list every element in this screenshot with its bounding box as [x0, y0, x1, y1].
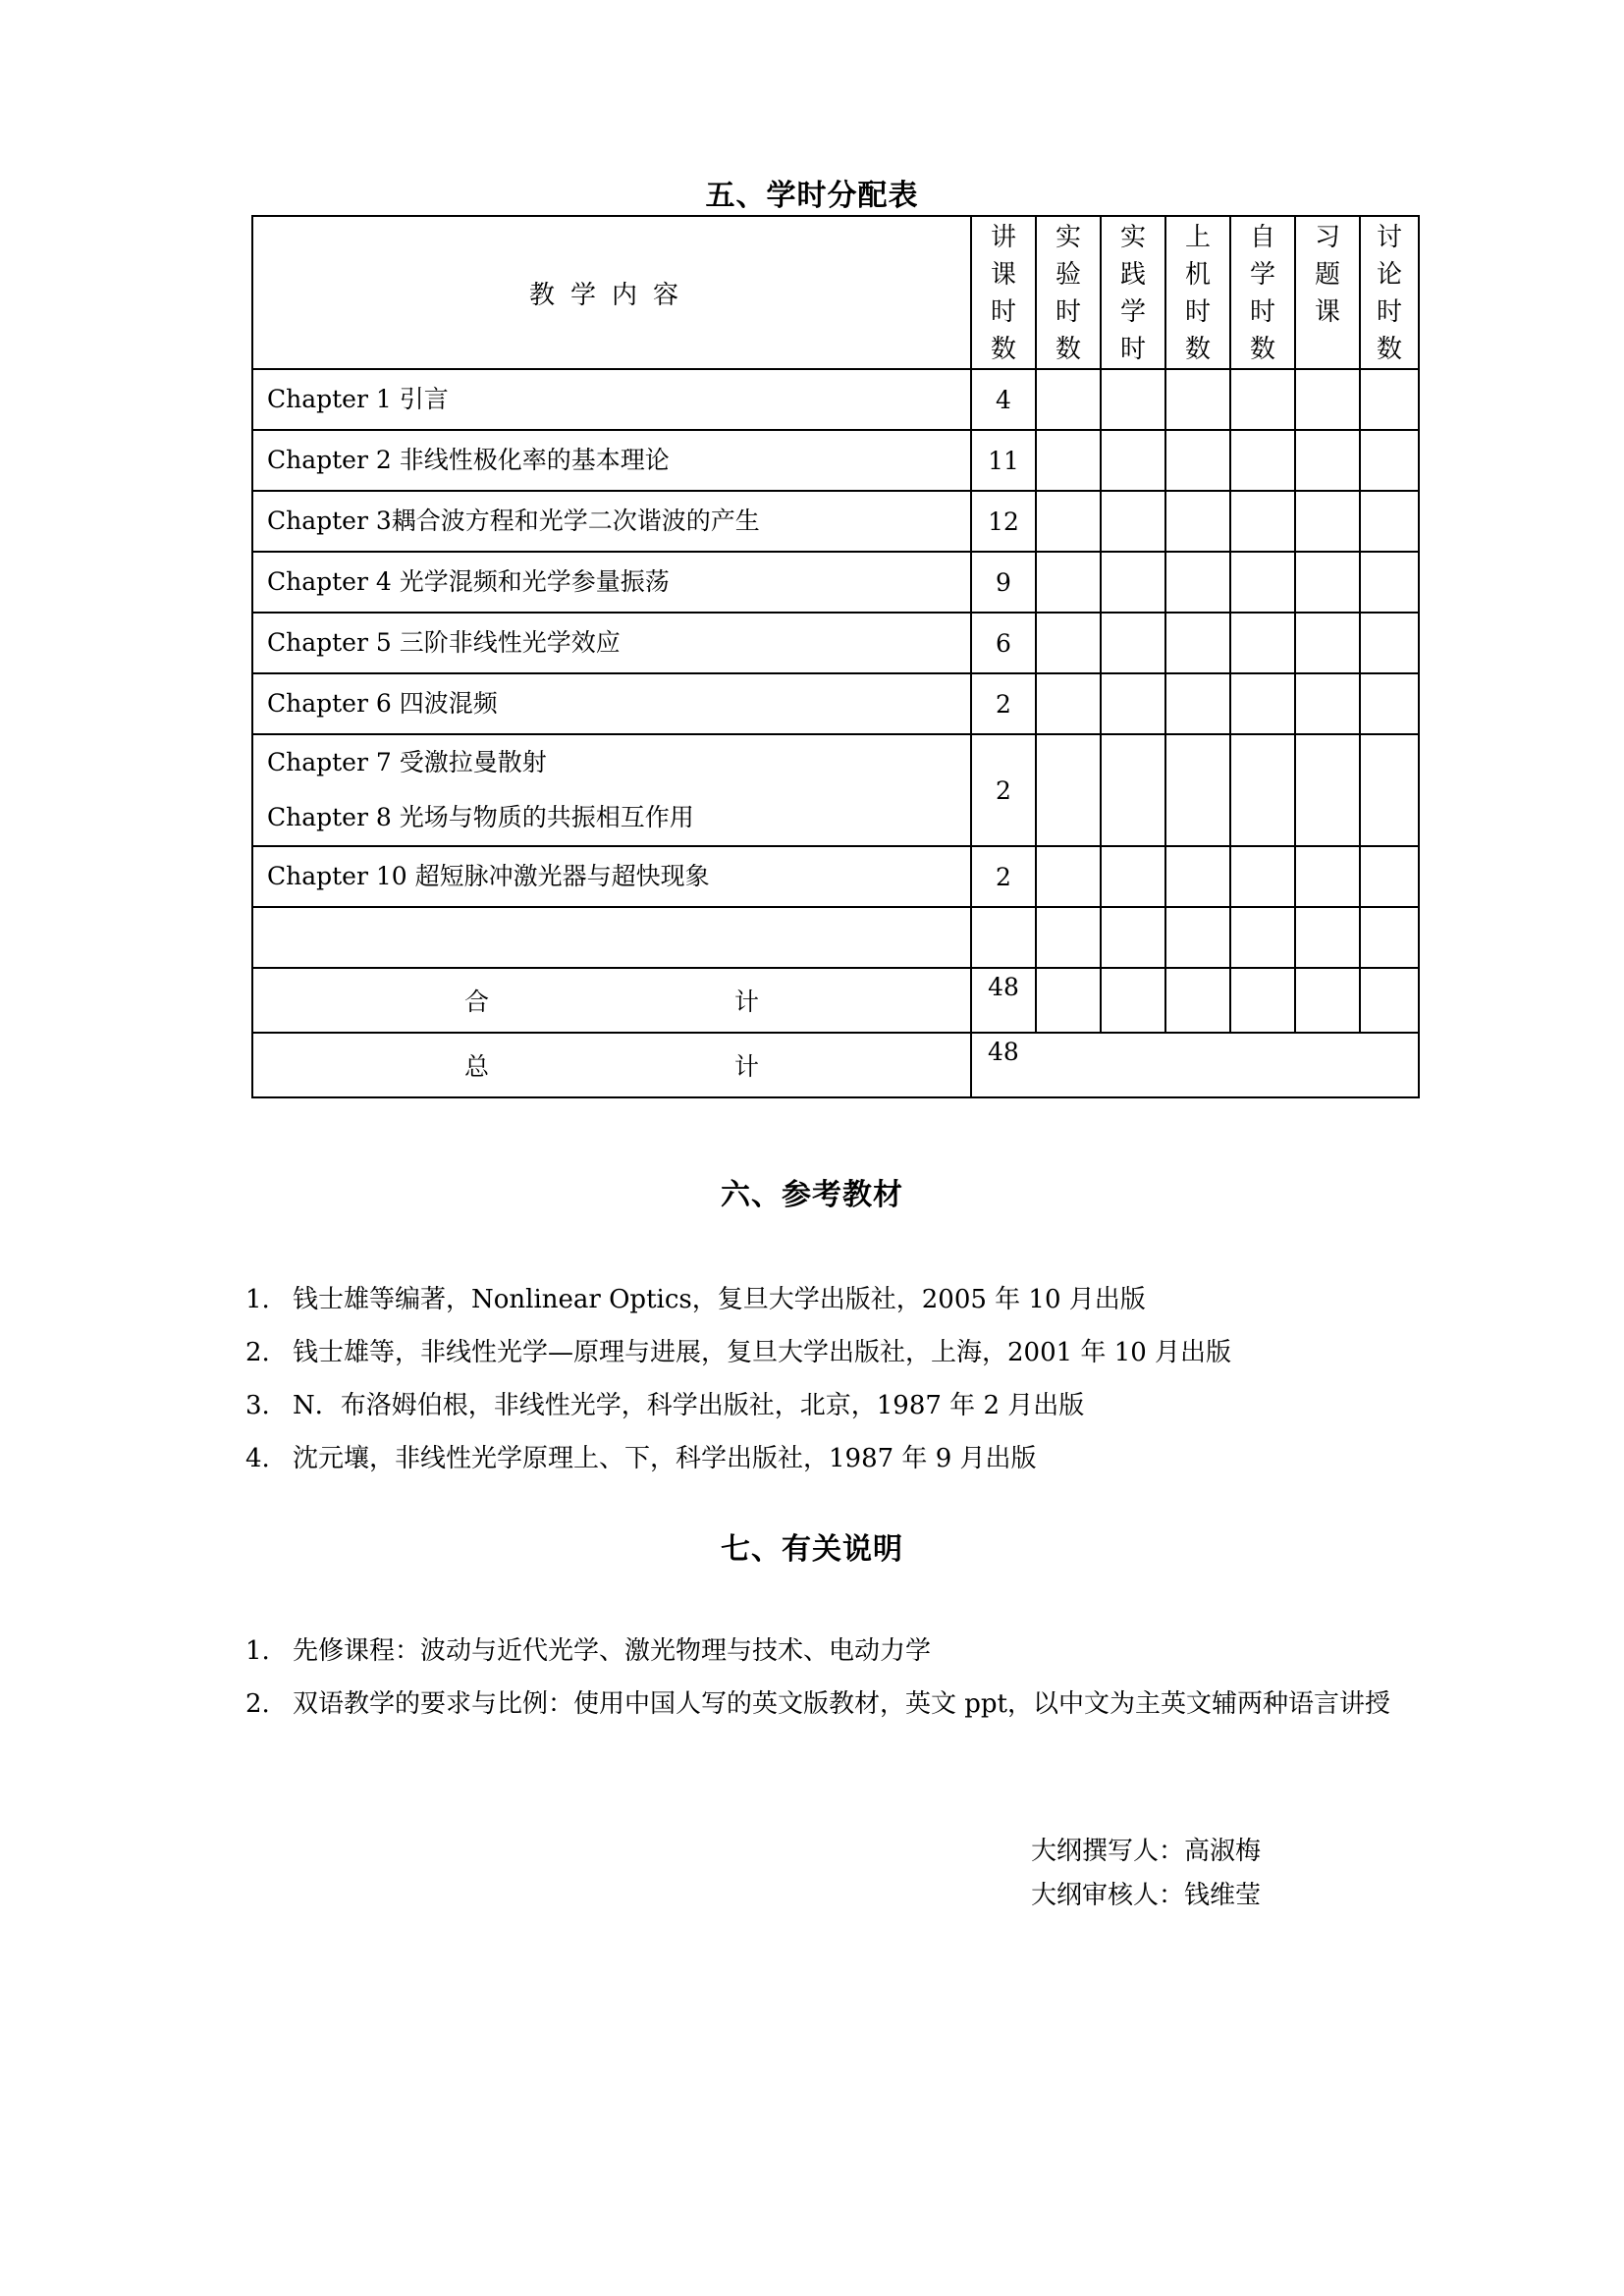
lecture-hours-cell: 2	[971, 734, 1036, 846]
section6-title: 六、参考教材	[721, 1178, 903, 1212]
lecture-hours-cell: 4	[971, 369, 1036, 430]
chapter-cell: Chapter 10 超短脉冲激光器与超快现象	[252, 846, 971, 907]
table-row	[252, 673, 1419, 734]
content-header: 教学内容	[252, 216, 971, 369]
list-item: 3. N．布洛姆伯根，非线性光学，科学出版社，北京，1987 年 2 月出版	[245, 1391, 1085, 1420]
lecture-hours-cell: 2	[971, 673, 1036, 734]
col-header-exercise: 习 题 课	[1295, 216, 1360, 369]
chapter-cell: Chapter 3耦合波方程和光学二次谐波的产生	[252, 491, 971, 552]
section5-title: 五、学时分配表	[705, 179, 919, 213]
chapter-cell: Chapter 5 三阶非线性光学效应	[252, 613, 971, 673]
lecture-hours-cell: 2	[971, 846, 1036, 907]
table-row-empty	[252, 907, 1419, 968]
list-item: 1. 钱士雄等编著，Nonlinear Optics，复旦大学出版社，2005 年 10 月出版	[245, 1285, 1146, 1314]
chapter-cell: Chapter 7 受激拉曼散射 Chapter 8 光场与物质的共振相互作用	[252, 734, 971, 846]
chapter-cell: Chapter 2 非线性极化率的基本理论	[252, 430, 971, 491]
lecture-hours-cell: 6	[971, 613, 1036, 673]
table-header-row	[252, 216, 1419, 369]
col-header-lab: 实 验 时 数	[1036, 216, 1101, 369]
subtotal-value: 48	[971, 968, 1036, 1033]
table-row	[252, 552, 1419, 613]
table-row	[252, 430, 1419, 491]
total-label: 总 计	[252, 1033, 971, 1097]
col-header-computer: 上 机 时 数	[1165, 216, 1230, 369]
hours-allocation-table	[251, 215, 1420, 1098]
notes-list	[245, 1625, 1483, 1731]
subtotal-row	[252, 968, 1419, 1033]
list-item: 4. 沈元壤，非线性光学原理上、下，科学出版社，1987 年 9 月出版	[245, 1444, 1037, 1473]
chapter-cell: Chapter 4 光学混频和光学参量振荡	[252, 552, 971, 613]
table-row	[252, 846, 1419, 907]
total-value: 48	[971, 1033, 1419, 1097]
list-item: 2. 双语教学的要求与比例：使用中国人写的英文版教材，英文 ppt，以中文为主英文辅两种语言讲授	[245, 1689, 1391, 1719]
total-row	[252, 1033, 1419, 1097]
col-header-practice: 实 践 学 时	[1101, 216, 1165, 369]
lecture-hours-cell	[971, 907, 1036, 968]
list-item: 1. 先修课程：波动与近代光学、激光物理与技术、电动力学	[245, 1636, 932, 1666]
chapter-cell: Chapter 1 引言	[252, 369, 971, 430]
table-row	[252, 491, 1419, 552]
list-item: 2. 钱士雄等，非线性光学—原理与进展，复旦大学出版社，上海，2001 年 10 月出版	[245, 1338, 1232, 1367]
reference-list	[245, 1273, 1483, 1485]
col-header-lecture: 讲 课 时 数	[971, 216, 1036, 369]
col-header-self-study: 自 学 时 数	[1230, 216, 1295, 369]
outline-reviewer: 大纲审核人：钱维莹	[1031, 1881, 1262, 1910]
col-header-discussion: 讨 论 时 数	[1360, 216, 1419, 369]
lecture-hours-cell: 12	[971, 491, 1036, 552]
table-row	[252, 369, 1419, 430]
section7-title: 七、有关说明	[721, 1532, 903, 1567]
chapter-cell: Chapter 6 四波混频	[252, 673, 971, 734]
subtotal-label: 合 计	[252, 968, 971, 1033]
lecture-hours-cell: 11	[971, 430, 1036, 491]
table-row	[252, 613, 1419, 673]
lecture-hours-cell: 9	[971, 552, 1036, 613]
table-row	[252, 734, 1419, 846]
outline-writer: 大纲撰写人：高淑梅	[1031, 1837, 1262, 1866]
chapter-cell	[252, 907, 971, 968]
